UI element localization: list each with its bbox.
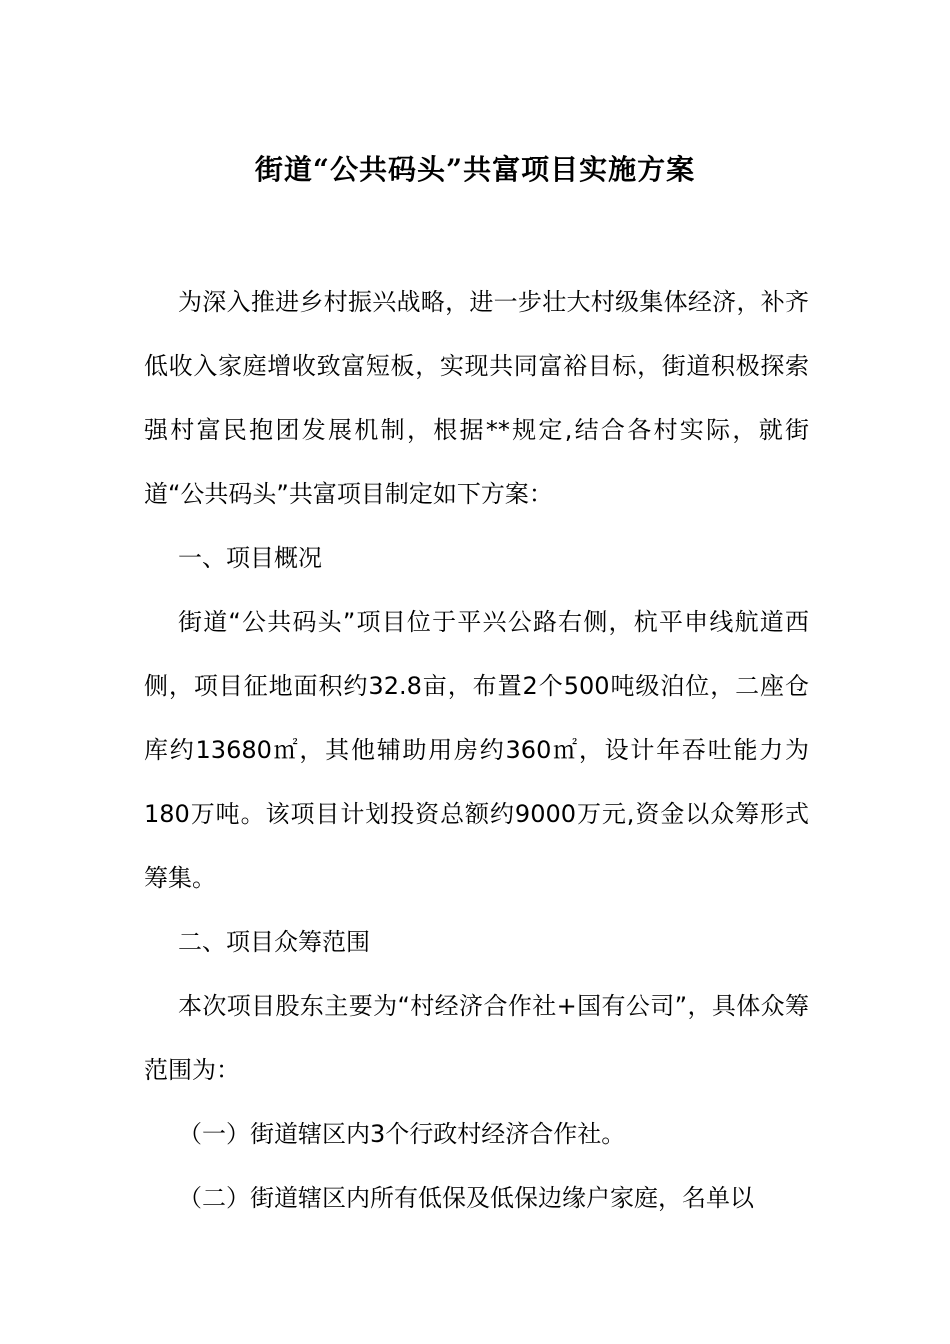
section-heading-scope: 二、项目众筹范围: [178, 928, 370, 956]
scope-item-2: （二）街道辖区内所有低保及低保边缘户家庭，名单以: [178, 1184, 754, 1212]
document-body: [144, 270, 809, 1230]
scope-paragraph: 本次项目股东主要为“村经济合作社+国有公司”，具体众筹范围为：: [144, 992, 809, 1084]
document-title: 街道“公共码头”共富项目实施方案: [254, 153, 696, 186]
overview-paragraph: 街道“公共码头”项目位于平兴公路右侧，杭平申线航道西侧，项目征地面积约32.8亩，布置2个500吨级泊位，二座仓库约13680㎡，其他辅助用房约360㎡，设计年吞吐能力为180万吨。该项目计划投资总额约9000万元,资金以众筹形式筹集。: [144, 608, 809, 892]
intro-paragraph: 为深入推进乡村振兴战略，进一步壮大村级集体经济，补齐低收入家庭增收致富短板，实现共同富裕目标，街道积极探索强村富民抱团发展机制，根据**规定,结合各村实际，就街道“公共码头”共富项目制定如下方案：: [144, 288, 809, 508]
scope-item-1: （一）街道辖区内3个行政村经济合作社。: [178, 1120, 626, 1148]
section-heading-overview: 一、项目概况: [178, 544, 322, 572]
